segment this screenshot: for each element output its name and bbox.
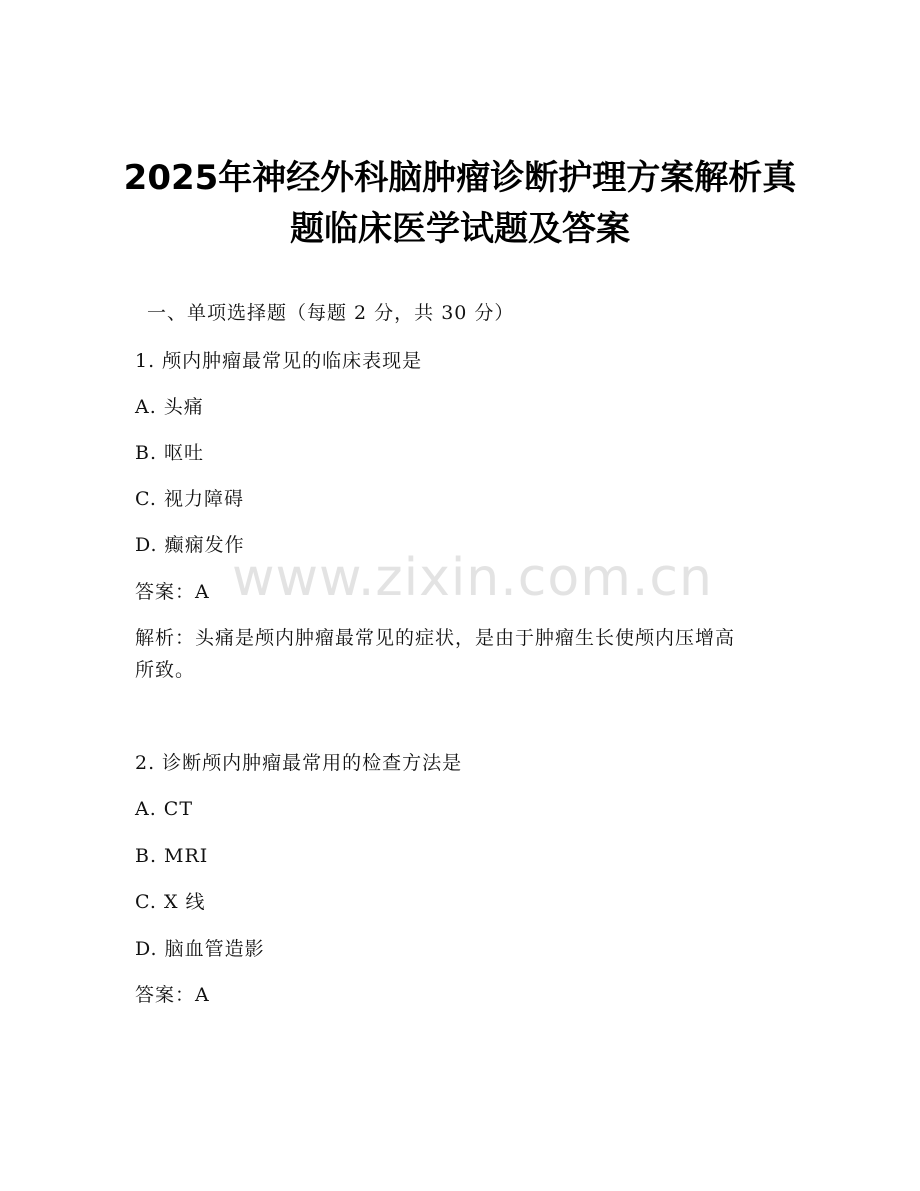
question-1-analysis-line-2: 所致。	[135, 659, 196, 681]
document-title-line-2: 题临床医学试题及答案	[290, 209, 630, 249]
question-2-answer: 答案：A	[135, 984, 210, 1006]
question-2-option-b: B. MRI	[135, 845, 209, 867]
section-heading: 一、单项选择题（每题 2 分，共 30 分）	[147, 302, 515, 324]
question-1-option-c: C. 视力障碍	[135, 488, 244, 510]
question-2-option-c: C. X 线	[135, 891, 206, 913]
question-1-answer: 答案：A	[135, 581, 210, 603]
question-2-option-a: A. CT	[135, 798, 194, 820]
question-2-stem: 2. 诊断颅内肿瘤最常用的检查方法是	[135, 752, 463, 774]
question-1-stem: 1. 颅内肿瘤最常见的临床表现是	[135, 350, 423, 372]
question-1-option-b: B. 呕吐	[135, 442, 205, 464]
question-1-analysis-line-1: 解析：头痛是颅内肿瘤最常见的症状，是由于肿瘤生长使颅内压增高	[135, 627, 736, 649]
question-2-option-d: D. 脑血管造影	[135, 938, 265, 960]
document-title-line-1: 2025年神经外科脑肿瘤诊断护理方案解析真	[123, 158, 797, 198]
question-1-option-a: A. 头痛	[135, 396, 204, 418]
watermark: www.zixin.com.cn	[232, 548, 713, 608]
question-1-option-d: D. 癫痫发作	[135, 534, 245, 556]
